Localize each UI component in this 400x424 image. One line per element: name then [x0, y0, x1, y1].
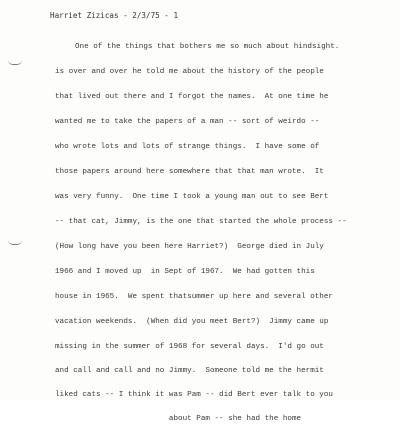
text-line: and call and call and no Jimmy. Someone told me the hermit [55, 367, 324, 375]
margin-mark [8, 60, 22, 65]
text-line: is over and over he told me about the history of the people [55, 68, 324, 76]
text-line: those papers around here somewhere that that man wrote. It [55, 168, 324, 176]
text-line: who wrote lots and lots of strange things. I have some of [55, 143, 320, 151]
text-line: wanted me to take the papers of a man -- sort of weirdo -- [55, 118, 320, 126]
page-header: Harriet Zizicas - 2/3/75 - 1 [50, 11, 179, 20]
text-line: was very funny. One time I took a young man out to see Bert [55, 193, 329, 201]
text-line: that lived out there and I forgot the names. At one time he [55, 93, 329, 101]
text-line: liked cats -- I think it was Pam -- did Bert ever talk to you [55, 391, 333, 399]
text-line: 1966 and I moved up in Sept of 1967. We had gotten this [55, 268, 315, 276]
text-line: vacation weekends. (When did you meet Bert?) Jimmy came up [55, 318, 329, 326]
text-line: about Pam -- she had the home [55, 415, 302, 423]
text-line: One of the things that bothers me so much about hindsight. [75, 43, 340, 51]
text-line: house in 1965. We spent thatsummer up here and several other [55, 293, 333, 301]
text-line: (How long have you been here Harriet?) George died in July [55, 243, 324, 251]
text-line: missing in the summer of 1968 for several days. I'd go out [55, 343, 324, 351]
text-line: -- that cat, Jimmy, is the one that started the whole process -- [55, 218, 347, 226]
margin-mark [8, 240, 22, 245]
